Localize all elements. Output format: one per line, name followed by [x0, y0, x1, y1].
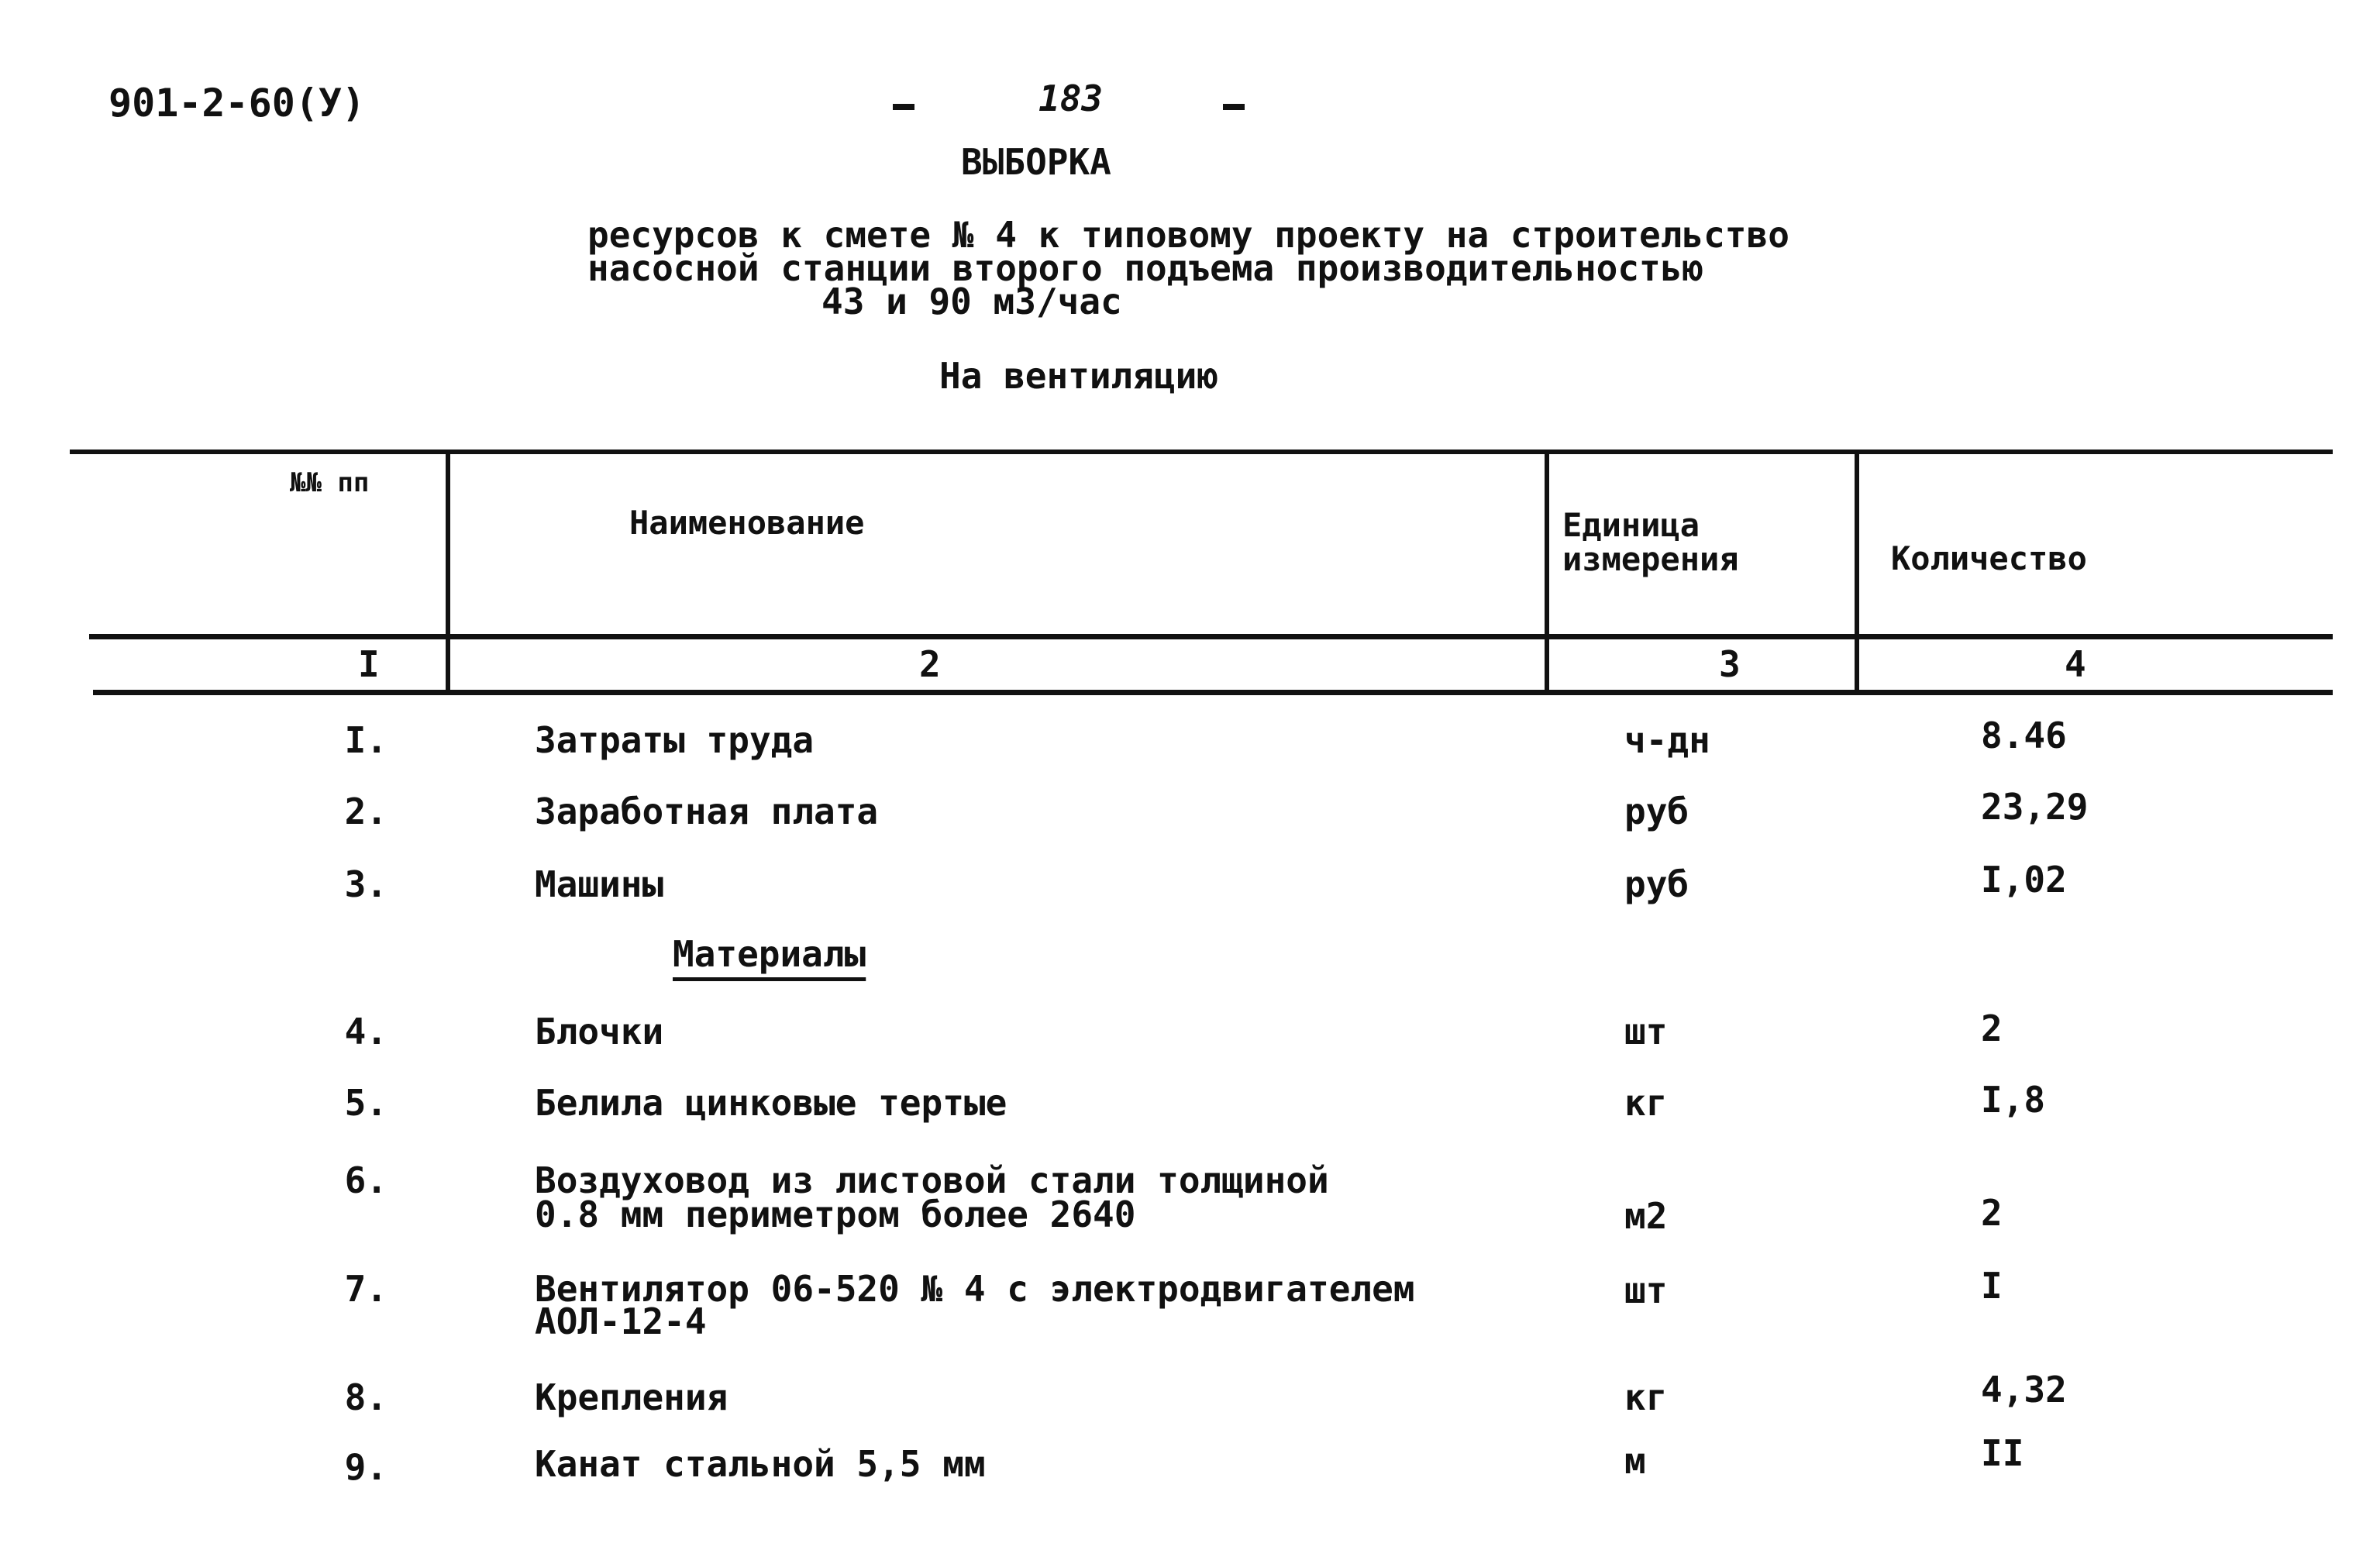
row-name: Затраты труда — [535, 719, 815, 761]
row-name: Заработная плата — [535, 791, 879, 832]
row-unit: шт — [1624, 1269, 1668, 1311]
row-unit: руб — [1624, 791, 1689, 832]
row-number: 5. — [344, 1082, 387, 1124]
row-unit: кг — [1624, 1376, 1668, 1418]
row-name: Крепления — [535, 1376, 728, 1418]
subtitle-line-2: насосной станции второго подъема производительностью — [587, 247, 1704, 289]
header-bottom-rule — [89, 634, 2333, 639]
row-number: 9. — [344, 1446, 387, 1488]
row-name: Машины — [535, 863, 664, 905]
section-title: На вентиляцию — [939, 355, 1219, 397]
page-number: 183 — [1038, 78, 1104, 119]
column-divider-1 — [446, 452, 450, 692]
row-unit: руб — [1624, 863, 1689, 905]
row-quantity: 4,32 — [1981, 1369, 2067, 1411]
row-number: 8. — [344, 1376, 387, 1418]
header-name: Наименование — [629, 504, 865, 542]
row-number: 3. — [344, 863, 387, 905]
row-name-line-1: Воздуховод из листовой стали толщиной — [535, 1159, 1329, 1201]
subtitle-line-1: ресурсов к смете № 4 к типовому проекту на строительство — [587, 214, 1789, 256]
header-num: №№ пп — [290, 467, 370, 498]
row-number: 7. — [344, 1268, 387, 1310]
row-unit: м — [1624, 1440, 1646, 1482]
document-title: ВЫБОРКА — [961, 141, 1111, 183]
header-qty: Количество — [1891, 539, 2087, 577]
document-code: 901-2-60(У) — [108, 81, 366, 126]
column-number-2: 2 — [919, 643, 941, 685]
row-quantity: I — [1981, 1265, 2003, 1307]
row-quantity: I,8 — [1981, 1079, 2046, 1121]
row-unit: м2 — [1624, 1195, 1668, 1237]
table-top-rule — [70, 450, 2333, 454]
header-unit: Единица измерения — [1562, 506, 1739, 579]
row-number: 2. — [344, 791, 387, 832]
row-quantity: 23,29 — [1981, 786, 2089, 828]
column-number-1: I — [358, 643, 380, 685]
row-unit: кг — [1624, 1082, 1668, 1124]
page-dash-left — [893, 104, 914, 110]
row-quantity: 8.46 — [1981, 715, 2067, 756]
column-numbers-bottom-rule — [93, 690, 2333, 695]
column-divider-3 — [1855, 452, 1859, 692]
row-quantity: 2 — [1981, 1192, 2003, 1234]
row-number: 4. — [344, 1011, 387, 1052]
row-name: Блочки — [535, 1011, 664, 1052]
row-number: I. — [344, 719, 387, 761]
page-dash-right — [1223, 104, 1245, 110]
row-quantity: II — [1981, 1432, 2024, 1474]
row-quantity: 2 — [1981, 1008, 2003, 1049]
row-name: Канат стальной 5,5 мм — [535, 1443, 986, 1485]
column-number-4: 4 — [2065, 643, 2086, 685]
row-unit: ч-дн — [1624, 719, 1710, 761]
row-name-line-2: АОЛ-12-4 — [535, 1300, 707, 1342]
row-quantity: I,02 — [1981, 859, 2067, 901]
row-name-line-1: Вентилятор 06-520 № 4 с электродвигателем — [535, 1268, 1415, 1310]
row-unit: шт — [1624, 1011, 1668, 1052]
column-number-3: 3 — [1719, 643, 1741, 685]
row-name: Белила цинковые тертые — [535, 1082, 1007, 1124]
row-name-line-2: 0.8 мм периметром более 2640 — [535, 1194, 1136, 1235]
row-number: 6. — [344, 1159, 387, 1201]
group-label-materials: Материалы — [673, 933, 866, 975]
subtitle-line-3: 43 и 90 м3/час — [821, 281, 1122, 322]
column-divider-2 — [1545, 452, 1549, 692]
